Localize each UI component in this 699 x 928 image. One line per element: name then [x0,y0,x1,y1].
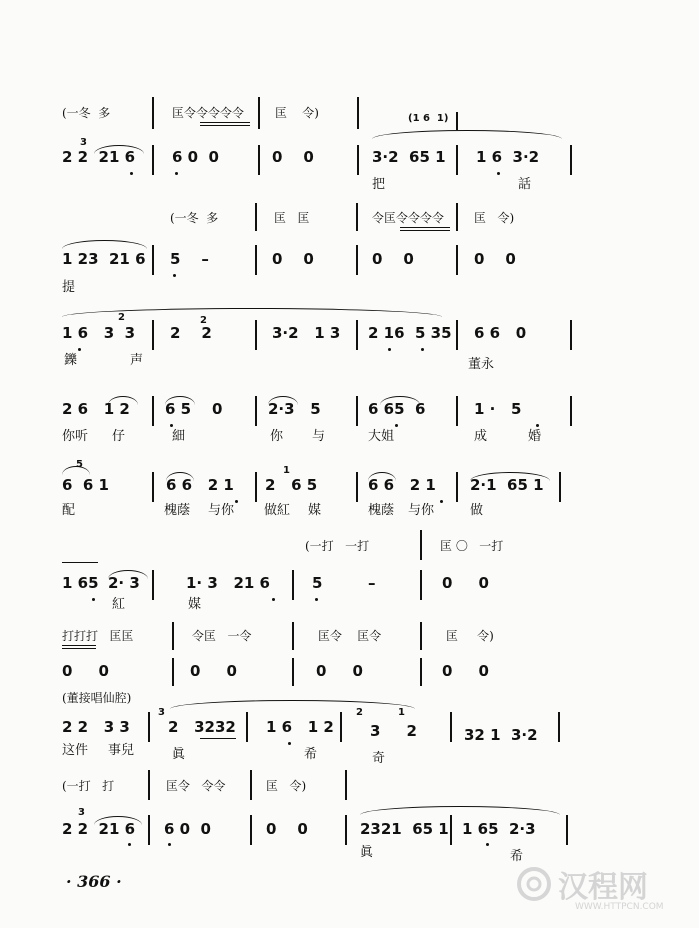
percussion-text: 匡 令) [275,106,319,120]
barline [172,658,174,686]
octave-dot [486,843,489,846]
lyric: 希 [510,849,524,864]
note-group: 2·1 65 1 [470,476,544,494]
note-group: 3·2 65 1 [372,148,446,166]
barline [456,245,458,275]
note-group: 0 0 [62,662,109,680]
slur [108,396,138,405]
lyric: 希 [304,747,318,762]
lyric: 做 [470,503,484,518]
underline [400,230,450,231]
lyric: 成 [474,429,488,444]
barline [255,245,257,275]
page-number: · 366 · [66,872,122,891]
barline [152,320,154,350]
barline [152,472,154,502]
grace-note: 3 [80,137,87,148]
barline [345,770,347,800]
octave-dot [168,843,171,846]
bracket-notes: (1 6 1) [408,113,449,124]
octave-dot [536,424,539,427]
percussion-text: 打打打 匡匡 [62,629,134,643]
slur [94,145,144,154]
underline [62,645,96,646]
slur [470,472,550,481]
octave-dot [78,348,81,351]
octave-dot [440,500,443,503]
slur [165,396,195,405]
barline [148,815,150,845]
barline [420,658,422,686]
lyric: 你 [270,429,284,444]
percussion-text: 匡令令令令令 [172,106,245,120]
barline [456,145,458,175]
octave-dot [315,598,318,601]
barline [250,815,252,845]
note-group: 1· 3 21 6 [186,574,270,592]
note-group: 6 0 0 [172,148,219,166]
barline [340,712,342,742]
slur [372,130,562,139]
note-group: 2· 3 [108,574,140,592]
barline [292,570,294,600]
barline [356,396,358,426]
lyric: 話 [518,177,532,192]
barline [356,245,358,275]
lyric: 事兒 [108,743,135,758]
barline [450,712,452,742]
barline [292,622,294,650]
lyric: 紅 [112,597,126,612]
barline [420,622,422,650]
note-group: 2 6 5 [265,476,318,494]
grace-note: 1 [398,707,405,718]
note-group: 6 6 2 1 [368,476,436,494]
lyric: 把 [372,177,386,192]
note-group: 2 2 21 6 [62,148,136,166]
note-group: 1 6 3 3 [62,324,136,342]
note-group: 6 65 6 [368,400,426,418]
octave-dot [128,843,131,846]
lyric: 与你 [208,503,235,518]
lyric: 婚 [528,429,542,444]
lyric: 大姐 [368,429,395,444]
note-group: 0 0 [272,250,314,268]
note-group: 3 2 [370,722,417,740]
watermark-text: 汉程网 [558,870,648,905]
lyric: 董永 [468,357,495,372]
barline [570,145,572,175]
octave-dot [421,348,424,351]
grace-note: 1 [283,465,290,476]
octave-dot [175,172,178,175]
note-group: 1 65 [62,574,99,592]
underline [200,122,250,123]
lyric: 这件 [62,743,89,758]
octave-dot [288,742,291,745]
barline [558,712,560,742]
note-group: 2 6 1 2 [62,400,130,418]
barline [255,396,257,426]
note-group: 2 2 21 6 [62,820,136,838]
barline [255,320,257,350]
octave-dot [497,172,500,175]
watermark-url: WWW.HTTPCN.COM [575,902,664,912]
slur [380,396,420,405]
grace-note: 2 [356,707,363,718]
barline [357,97,359,129]
underline [400,227,450,228]
note-group: 0 0 [372,250,414,268]
note-group: 2·3 5 [268,400,321,418]
underline [62,648,96,649]
lyric: 你听 [62,429,89,444]
underline [200,125,250,126]
section-label: (董接唱仙腔) [62,691,132,705]
percussion-text: (一冬 多 [170,211,219,225]
barline [258,97,260,129]
octave-dot [173,274,176,277]
lyric: 眞 [360,845,374,860]
grace-note: 3 [78,807,85,818]
barline [246,712,248,742]
octave-dot [395,424,398,427]
note-group: 6 0 0 [164,820,211,838]
grace-note: 2 [200,315,207,326]
grace-note: 5 [76,459,83,470]
barline [356,320,358,350]
lyric: 槐蔭 [368,503,395,518]
underline [200,738,236,739]
barline [357,145,359,175]
note-group: 1 6 3·2 [476,148,540,166]
percussion-text: 匡令 匡令 [318,629,382,643]
barline [292,658,294,686]
grace-note: 2 [118,312,125,323]
note-group: 6 6 2 1 [166,476,234,494]
note-group: 5 – [170,250,209,268]
lyric: 媒 [188,597,202,612]
note-group: 0 0 [272,148,314,166]
barline [152,396,154,426]
note-group: 5 [312,574,323,592]
barline [570,396,572,426]
barline [456,112,458,130]
barline [456,203,458,231]
note-group: 1 · 5 [474,400,522,418]
slur [368,472,396,481]
barline [250,770,252,800]
note-group: 3·2 1 3 [272,324,341,342]
barline [152,245,154,275]
note-group: 6 5 0 [165,400,223,418]
lyric: 媒 [308,503,322,518]
note-group: 0 0 [316,662,363,680]
slur [170,700,415,709]
note-group: 1 23 21 6 [62,250,146,268]
lyric: 配 [62,503,76,518]
note-group: 1 65 2·3 [462,820,536,838]
slur [62,240,147,249]
percussion-text: 匡 令) [446,629,494,643]
barline [450,815,452,845]
percussion-text: 匡 令) [266,779,307,793]
barline [255,203,257,231]
lyric: 奇 [372,751,386,766]
note-group: 32 1 3·2 [464,726,538,744]
note-group: 2 2 3 3 [62,718,130,736]
note-group: 0 0 [266,820,308,838]
barline [148,770,150,800]
lyric: 細 [172,429,186,444]
lyric: 提 [62,280,76,295]
note-group: 0 0 [474,250,516,268]
barline [152,145,154,175]
barline [420,570,422,600]
barline [570,320,572,350]
note-group: 6 6 0 [474,324,527,342]
slur [166,472,194,481]
note-group: – [368,574,376,592]
barline [255,472,257,502]
slur [62,466,90,475]
barline [345,815,347,845]
octave-dot [170,424,173,427]
percussion-text: 匡 匡 [274,211,310,225]
note-group: 2321 65 1 [360,820,449,838]
watermark-swirl-icon [514,864,554,904]
percussion-text: 匡令 令令 [166,779,226,793]
lyric: 与 [312,429,326,444]
barline [148,712,150,742]
note-group: 0 0 [190,662,237,680]
note-group: 2 3232 [168,718,236,736]
octave-dot [235,500,238,503]
percussion-text: 匡 令) [474,211,515,225]
octave-dot [272,598,275,601]
octave-dot [92,598,95,601]
barline [172,622,174,650]
note-group: 6 6 1 [62,476,109,494]
barline [356,203,358,231]
barline [420,530,422,560]
lyric: 眞 [172,747,186,762]
lyric: 做紅 [264,503,291,518]
barline [258,145,260,175]
barline [152,570,154,600]
barline [152,97,154,129]
percussion-text: (一打 一打 [305,539,370,553]
percussion-text: (一冬 多 [62,106,111,120]
barline [566,815,568,845]
note-group: 1 6 1 2 [266,718,334,736]
note-group: 2 16 5 35 [368,324,452,342]
barline [356,472,358,502]
percussion-text: 令匡令令令令 [372,211,445,225]
tie-line [62,562,98,563]
note-group: 0 0 [442,574,489,592]
percussion-text: (一打 打 [62,779,115,793]
slur [360,806,560,815]
barline [456,320,458,350]
lyric: 与你 [408,503,435,518]
note-group: 0 0 [442,662,489,680]
lyric: 槐蔭 [164,503,191,518]
lyric: 声 [130,353,144,368]
percussion-text: 令匡 一令 [192,629,252,643]
barline [559,472,561,502]
percussion-text: 匡 〇 一打 [440,539,504,553]
lyric: 仔 [112,429,126,444]
grace-note: 3 [158,707,165,718]
slur [94,816,142,825]
barline [456,396,458,426]
slur [108,570,148,579]
note-group: 2 2 [170,324,212,342]
lyric: 鑠 [64,353,78,368]
octave-dot [388,348,391,351]
octave-dot [130,172,133,175]
barline [456,472,458,502]
slur [268,396,298,405]
